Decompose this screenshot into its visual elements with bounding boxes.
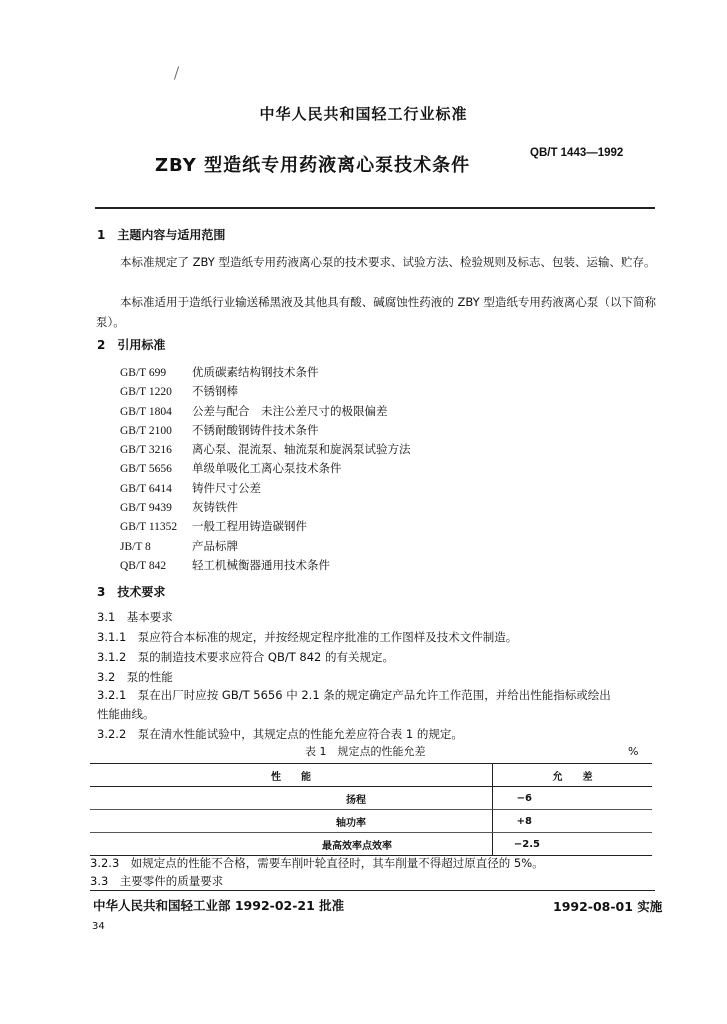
ref-code: GB/T 6414 xyxy=(120,482,172,495)
ref-title: 优质碳素结构钢技术条件 xyxy=(192,365,319,379)
table-cell-name: 轴功率 xyxy=(90,810,493,833)
ref-title: 轻工机械衡器通用技术条件 xyxy=(192,557,330,572)
list-item xyxy=(120,517,411,536)
footer-divider xyxy=(90,890,655,891)
list-item xyxy=(120,479,411,498)
ref-code: GB/T 11352 xyxy=(120,521,178,534)
section1-heading: 1 主题内容与适用范围 xyxy=(97,228,226,242)
standard-number: QB/T 1443—1992 xyxy=(530,147,624,159)
ref-code: QB/T 842 xyxy=(120,559,167,572)
table-unit: % xyxy=(628,745,639,758)
effective-date: 1992-08-01 实施 xyxy=(553,899,663,914)
scan-mark xyxy=(174,66,179,80)
clause-3-2: 3.2 泵的性能 xyxy=(97,670,173,684)
ref-code: GB/T 2100 xyxy=(120,424,172,437)
clause-3-1-2: 3.1.2 泵的制造技术要求应符合 QB/T 842 的有关规定。 xyxy=(97,650,395,664)
ref-title: 灰铸铁件 xyxy=(192,500,238,515)
table-cell-value: +8 xyxy=(493,810,653,833)
clause-3-2-2: 3.2.2 泵在清水性能试验中，其规定点的性能允差应符合表 1 的规定。 xyxy=(97,727,463,741)
ref-code: GB/T 699 xyxy=(120,367,167,379)
ref-title: 公差与配合 未注公差尺寸的极限偏差 xyxy=(192,403,388,418)
page-number: 34 xyxy=(92,921,105,932)
ref-title: 不锈耐酸钢铸件技术条件 xyxy=(192,422,319,437)
ref-code: GB/T 1220 xyxy=(120,386,172,399)
ref-code: JB/T 8 xyxy=(120,540,151,553)
ref-code: GB/T 3216 xyxy=(120,444,172,457)
list-item xyxy=(120,363,411,382)
list-item xyxy=(120,556,411,575)
list-item xyxy=(120,440,411,459)
table-cell-value: −2.5 xyxy=(493,833,653,856)
ref-title: 产品标牌 xyxy=(192,538,238,553)
list-item xyxy=(120,421,411,440)
title-divider xyxy=(95,207,655,209)
table-row xyxy=(90,787,652,810)
approval-line: 中华人民共和国轻工业部 1992-02-21 批准 xyxy=(93,898,345,913)
ref-title: 铸件尺寸公差 xyxy=(192,480,261,495)
ref-title: 一般工程用铸造碳钢件 xyxy=(192,519,307,534)
table-cell-name: 扬程 xyxy=(90,787,493,810)
clause-3-1: 3.1 基本要求 xyxy=(97,610,173,624)
section3-heading: 3 技术要求 xyxy=(97,585,166,599)
list-item xyxy=(120,459,411,478)
column-header-performance: 性 能 xyxy=(90,764,493,787)
section2-heading: 2 引用标准 xyxy=(97,338,166,352)
list-item xyxy=(120,382,411,401)
section1-paragraph1: 本标准规定了 ZBY 型造纸专用药液离心泵的技术要求、试验方法、检验规则及标志、包装、运输、贮存。 xyxy=(120,255,656,269)
table-cell-name: 最高效率点效率 xyxy=(90,833,493,856)
table-cell-value: −6 xyxy=(493,787,653,810)
list-item xyxy=(120,498,411,517)
clause-3-2-3: 3.2.3 如规定点的性能不合格，需要车削叶轮直径时，其车削量不得超过原直径的 5%。 xyxy=(90,856,544,870)
list-item xyxy=(120,402,411,421)
table-row xyxy=(90,810,652,833)
clause-3-2-1: 3.2.1 泵在出厂时应按 GB/T 5656 中 2.1 条的规定确定产品允许工作范围，并给出性能指标或绘出 xyxy=(97,688,611,702)
table-header-row xyxy=(90,764,652,787)
clause-3-3: 3.3 主要零件的质量要求 xyxy=(90,874,224,888)
ref-title: 单级单吸化工离心泵技术条件 xyxy=(192,461,342,476)
ref-title: 不锈钢棒 xyxy=(192,384,238,399)
ref-code: GB/T 9439 xyxy=(120,502,172,515)
ref-code: GB/T 5656 xyxy=(120,463,172,476)
ref-code: GB/T 1804 xyxy=(120,405,172,418)
clause-3-2-1-continued: 性能曲线。 xyxy=(97,707,155,721)
document-title: ZBY 型造纸专用药液离心泵技术条件 xyxy=(155,155,471,176)
list-item xyxy=(120,537,411,556)
section1-paragraph2: 本标准适用于造纸行业输送稀黑液及其他具有酸、碱腐蚀性药液的 ZBY 型造纸专用药液离心泵（以下简称泵）。 xyxy=(96,295,656,329)
reference-list xyxy=(120,363,411,575)
clause-3-1-1: 3.1.1 泵应符合本标准的规定，并按经规定程序批准的工作图样及技术文件制造。 xyxy=(97,630,518,644)
performance-tolerance-table xyxy=(90,763,652,856)
column-header-tolerance: 允 差 xyxy=(493,764,653,787)
table-caption: 表 1 规定点的性能允差 xyxy=(305,745,426,758)
ref-title: 离心泵、混流泵、轴流泵和旋涡泵试验方法 xyxy=(192,442,411,457)
header-title: 中华人民共和国轻工行业标准 xyxy=(259,105,468,123)
